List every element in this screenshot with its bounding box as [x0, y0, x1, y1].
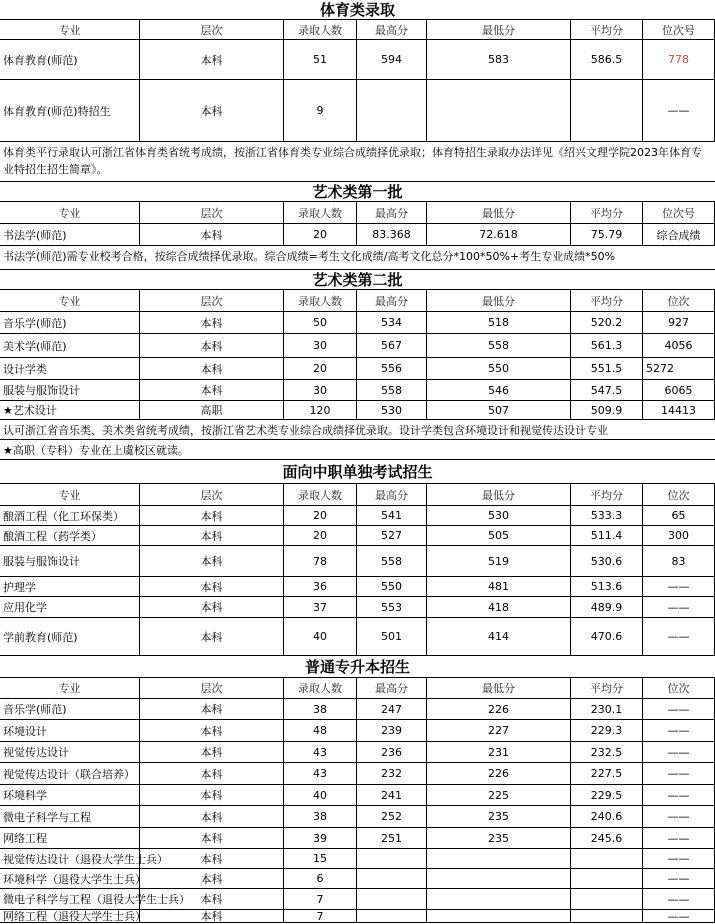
cell-major: 设计学类	[0, 358, 140, 380]
cell-level: 本科	[140, 597, 284, 618]
cell-major: 微电子科学与工程（退役大学生士兵）	[0, 889, 140, 910]
column-header-count: 录取人数	[284, 678, 357, 699]
column-header-level: 层次	[140, 290, 284, 312]
cell-count: 6	[284, 869, 357, 889]
cell-level: 本科	[140, 869, 284, 889]
cell-avg: 489.9	[571, 597, 643, 618]
column-header-major: 专业	[0, 678, 140, 699]
column-header-major: 专业	[0, 290, 140, 312]
cell-count: 20	[284, 526, 357, 546]
cell-count: 120	[284, 401, 357, 420]
column-header-rank: 位次	[643, 484, 715, 506]
cell-max	[357, 910, 427, 923]
cell-max: 530	[357, 401, 427, 420]
cell-avg: 509.9	[571, 401, 643, 420]
cell-level: 本科	[140, 80, 284, 142]
cell-min: 507	[427, 401, 571, 420]
cell-max	[357, 889, 427, 910]
column-header-level: 层次	[140, 20, 284, 40]
column-header-level: 层次	[140, 484, 284, 506]
cell-count: 38	[284, 699, 357, 720]
cell-level: 本科	[140, 910, 284, 923]
cell-count: 20	[284, 358, 357, 380]
column-header-count: 录取人数	[284, 202, 357, 224]
cell-min: 72.618	[427, 224, 571, 246]
cell-count: 30	[284, 380, 357, 401]
cell-min: 505	[427, 526, 571, 546]
cell-min: 418	[427, 597, 571, 618]
cell-rank: ——	[643, 849, 715, 869]
cell-count: 40	[284, 618, 357, 656]
cell-count: 51	[284, 40, 357, 80]
cell-count: 20	[284, 506, 357, 526]
cell-level: 本科	[140, 618, 284, 656]
cell-rank: ——	[643, 828, 715, 849]
cell-max: 236	[357, 742, 427, 763]
cell-level: 本科	[140, 763, 284, 785]
cell-major: 视觉传达设计（退役大学生士兵）	[0, 849, 140, 869]
cell-min	[427, 80, 571, 142]
cell-major: 视觉传达设计（联合培养）	[0, 763, 140, 785]
cell-count: 37	[284, 597, 357, 618]
column-header-min: 最低分	[427, 678, 571, 699]
cell-max	[357, 849, 427, 869]
cell-rank: ——	[643, 910, 715, 923]
cell-level: 本科	[140, 546, 284, 577]
cell-max: 239	[357, 720, 427, 742]
column-header-max: 最高分	[357, 290, 427, 312]
cell-count: 36	[284, 577, 357, 597]
section-title: 艺术类第一批	[0, 182, 715, 202]
cell-min: 546	[427, 380, 571, 401]
cell-rank: ——	[643, 785, 715, 806]
cell-rank: ——	[643, 806, 715, 828]
cell-max: 232	[357, 763, 427, 785]
cell-max: 501	[357, 618, 427, 656]
cell-max: 567	[357, 334, 427, 358]
cell-avg	[571, 910, 643, 923]
section-title: 体育类录取	[0, 0, 715, 20]
cell-min: 414	[427, 618, 571, 656]
cell-level: 本科	[140, 40, 284, 80]
cell-min: 235	[427, 806, 571, 828]
column-header-min: 最低分	[427, 484, 571, 506]
cell-min: 481	[427, 577, 571, 597]
cell-count: 15	[284, 849, 357, 869]
cell-level: 本科	[140, 380, 284, 401]
cell-level: 本科	[140, 828, 284, 849]
cell-avg	[571, 80, 643, 142]
cell-rank: ——	[643, 618, 715, 656]
cell-max: 241	[357, 785, 427, 806]
section-note: ★高职（专科）专业在上虞校区就读。	[0, 440, 715, 460]
column-header-max: 最高分	[357, 202, 427, 224]
cell-rank: 6065	[643, 380, 715, 401]
cell-rank: 300	[643, 526, 715, 546]
cell-level: 本科	[140, 577, 284, 597]
column-header-major: 专业	[0, 20, 140, 40]
cell-level: 高职	[140, 401, 284, 420]
cell-count: 9	[284, 80, 357, 142]
cell-major: 美术学(师范)	[0, 334, 140, 358]
cell-avg: 513.6	[571, 577, 643, 597]
cell-major: 网络工程	[0, 828, 140, 849]
cell-rank: ——	[643, 80, 715, 142]
cell-avg: 530.6	[571, 546, 643, 577]
cell-min: 519	[427, 546, 571, 577]
cell-max: 558	[357, 546, 427, 577]
cell-count: 48	[284, 720, 357, 742]
cell-level: 本科	[140, 720, 284, 742]
cell-min: 518	[427, 312, 571, 334]
cell-count: 20	[284, 224, 357, 246]
column-header-count: 录取人数	[284, 290, 357, 312]
cell-count: 40	[284, 785, 357, 806]
column-header-max: 最高分	[357, 678, 427, 699]
column-header-min: 最低分	[427, 202, 571, 224]
cell-major: 护理学	[0, 577, 140, 597]
cell-rank: 5272	[643, 358, 715, 380]
cell-min	[427, 889, 571, 910]
cell-rank: 4056	[643, 334, 715, 358]
cell-max	[357, 80, 427, 142]
cell-count: 30	[284, 334, 357, 358]
cell-rank: 778	[643, 40, 715, 80]
column-header-level: 层次	[140, 202, 284, 224]
cell-max: 252	[357, 806, 427, 828]
cell-max: 556	[357, 358, 427, 380]
cell-major: 服装与服饰设计	[0, 546, 140, 577]
cell-level: 本科	[140, 742, 284, 763]
column-header-avg: 平均分	[571, 290, 643, 312]
cell-count: 7	[284, 889, 357, 910]
cell-max: 594	[357, 40, 427, 80]
column-header-avg: 平均分	[571, 484, 643, 506]
cell-avg: 227.5	[571, 763, 643, 785]
section-note: 书法学(师范)需专业校考合格，按综合成绩择优录取。综合成绩=考生文化成绩/高考文化总分*100*50%+考生专业成绩*50%	[0, 246, 715, 270]
cell-major: 服装与服饰设计	[0, 380, 140, 401]
cell-count: 7	[284, 910, 357, 923]
cell-avg: 75.79	[571, 224, 643, 246]
cell-major: 环境科学	[0, 785, 140, 806]
column-header-level: 层次	[140, 678, 284, 699]
cell-max: 247	[357, 699, 427, 720]
cell-major: 视觉传达设计	[0, 742, 140, 763]
cell-avg: 586.5	[571, 40, 643, 80]
cell-avg: 245.6	[571, 828, 643, 849]
cell-max: 251	[357, 828, 427, 849]
section-title: 普通专升本招生	[0, 656, 715, 678]
cell-min: 583	[427, 40, 571, 80]
cell-rank: ——	[643, 720, 715, 742]
column-header-min: 最低分	[427, 20, 571, 40]
column-header-major: 专业	[0, 202, 140, 224]
column-header-max: 最高分	[357, 484, 427, 506]
column-header-rank: 位次	[643, 290, 715, 312]
cell-major: 酿酒工程（化工环保类）	[0, 506, 140, 526]
cell-min	[427, 849, 571, 869]
column-header-avg: 平均分	[571, 20, 643, 40]
cell-max: 541	[357, 506, 427, 526]
cell-max: 527	[357, 526, 427, 546]
cell-min: 225	[427, 785, 571, 806]
column-header-min: 最低分	[427, 290, 571, 312]
cell-min: 226	[427, 699, 571, 720]
cell-rank: 927	[643, 312, 715, 334]
cell-rank: ——	[643, 889, 715, 910]
column-header-max: 最高分	[357, 20, 427, 40]
cell-rank: 综合成绩	[643, 224, 715, 246]
cell-avg: 240.6	[571, 806, 643, 828]
cell-avg	[571, 869, 643, 889]
cell-major: 书法学(师范)	[0, 224, 140, 246]
cell-avg: 230.1	[571, 699, 643, 720]
cell-rank: ——	[643, 742, 715, 763]
cell-level: 本科	[140, 224, 284, 246]
cell-min: 235	[427, 828, 571, 849]
cell-major: 体育教育(师范)	[0, 40, 140, 80]
column-header-rank: 位次	[643, 678, 715, 699]
column-header-avg: 平均分	[571, 202, 643, 224]
cell-level: 本科	[140, 526, 284, 546]
cell-min: 550	[427, 358, 571, 380]
column-header-count: 录取人数	[284, 484, 357, 506]
cell-major: 酿酒工程（药学类）	[0, 526, 140, 546]
cell-rank: 14413	[643, 401, 715, 420]
cell-min: 226	[427, 763, 571, 785]
column-header-count: 录取人数	[284, 20, 357, 40]
cell-max: 553	[357, 597, 427, 618]
cell-level: 本科	[140, 889, 284, 910]
cell-rank: 65	[643, 506, 715, 526]
cell-level: 本科	[140, 806, 284, 828]
section-title: 艺术类第二批	[0, 270, 715, 290]
cell-level: 本科	[140, 785, 284, 806]
column-header-major: 专业	[0, 484, 140, 506]
cell-min: 558	[427, 334, 571, 358]
cell-major: 环境科学（退役大学生士兵）	[0, 869, 140, 889]
cell-max	[357, 869, 427, 889]
cell-major: 环境设计	[0, 720, 140, 742]
cell-avg: 229.3	[571, 720, 643, 742]
cell-avg: 232.5	[571, 742, 643, 763]
cell-level: 本科	[140, 506, 284, 526]
cell-count: 43	[284, 763, 357, 785]
section-note: 体育类平行录取认可浙江省体育类省统考成绩，按浙江省体育类专业综合成绩择优录取；体育特招生录取办法详见《绍兴文理学院2023年体育专业特招生招生简章》。	[0, 142, 715, 182]
cell-count: 50	[284, 312, 357, 334]
cell-count: 43	[284, 742, 357, 763]
cell-avg: 561.3	[571, 334, 643, 358]
section-note: 认可浙江省音乐类、美术类省统考成绩，按浙江省艺术类专业综合成绩择优录取。设计学类包含环境设计和视觉传达设计专业	[0, 420, 715, 440]
cell-rank: 83	[643, 546, 715, 577]
cell-level: 本科	[140, 358, 284, 380]
cell-rank: ——	[643, 869, 715, 889]
cell-min: 231	[427, 742, 571, 763]
cell-avg: 229.5	[571, 785, 643, 806]
cell-max: 558	[357, 380, 427, 401]
cell-avg: 547.5	[571, 380, 643, 401]
cell-avg: 470.6	[571, 618, 643, 656]
cell-count: 78	[284, 546, 357, 577]
cell-major: 体育教育(师范)特招生	[0, 80, 140, 142]
cell-min: 530	[427, 506, 571, 526]
column-header-rank: 位次号	[643, 202, 715, 224]
cell-avg	[571, 889, 643, 910]
cell-avg: 511.4	[571, 526, 643, 546]
cell-major: 学前教育(师范)	[0, 618, 140, 656]
cell-level: 本科	[140, 312, 284, 334]
section-title: 面向中职单独考试招生	[0, 460, 715, 484]
cell-count: 39	[284, 828, 357, 849]
cell-max: 534	[357, 312, 427, 334]
cell-count: 38	[284, 806, 357, 828]
column-header-rank: 位次号	[643, 20, 715, 40]
column-header-avg: 平均分	[571, 678, 643, 699]
cell-major: 音乐学(师范)	[0, 699, 140, 720]
cell-level: 本科	[140, 699, 284, 720]
cell-level: 本科	[140, 334, 284, 358]
cell-avg	[571, 849, 643, 869]
cell-max: 83.368	[357, 224, 427, 246]
cell-major: 网络工程（退役大学生士兵）	[0, 910, 140, 923]
cell-rank: ——	[643, 699, 715, 720]
cell-rank: ——	[643, 763, 715, 785]
cell-rank: ——	[643, 577, 715, 597]
cell-major: 微电子科学与工程	[0, 806, 140, 828]
cell-min	[427, 910, 571, 923]
cell-level: 本科	[140, 849, 284, 869]
cell-rank: ——	[643, 597, 715, 618]
cell-major: 应用化学	[0, 597, 140, 618]
cell-major: 音乐学(师范)	[0, 312, 140, 334]
cell-max: 550	[357, 577, 427, 597]
cell-min	[427, 869, 571, 889]
cell-min: 227	[427, 720, 571, 742]
cell-avg: 533.3	[571, 506, 643, 526]
cell-major: ★艺术设计	[0, 401, 140, 420]
cell-avg: 551.5	[571, 358, 643, 380]
cell-avg: 520.2	[571, 312, 643, 334]
